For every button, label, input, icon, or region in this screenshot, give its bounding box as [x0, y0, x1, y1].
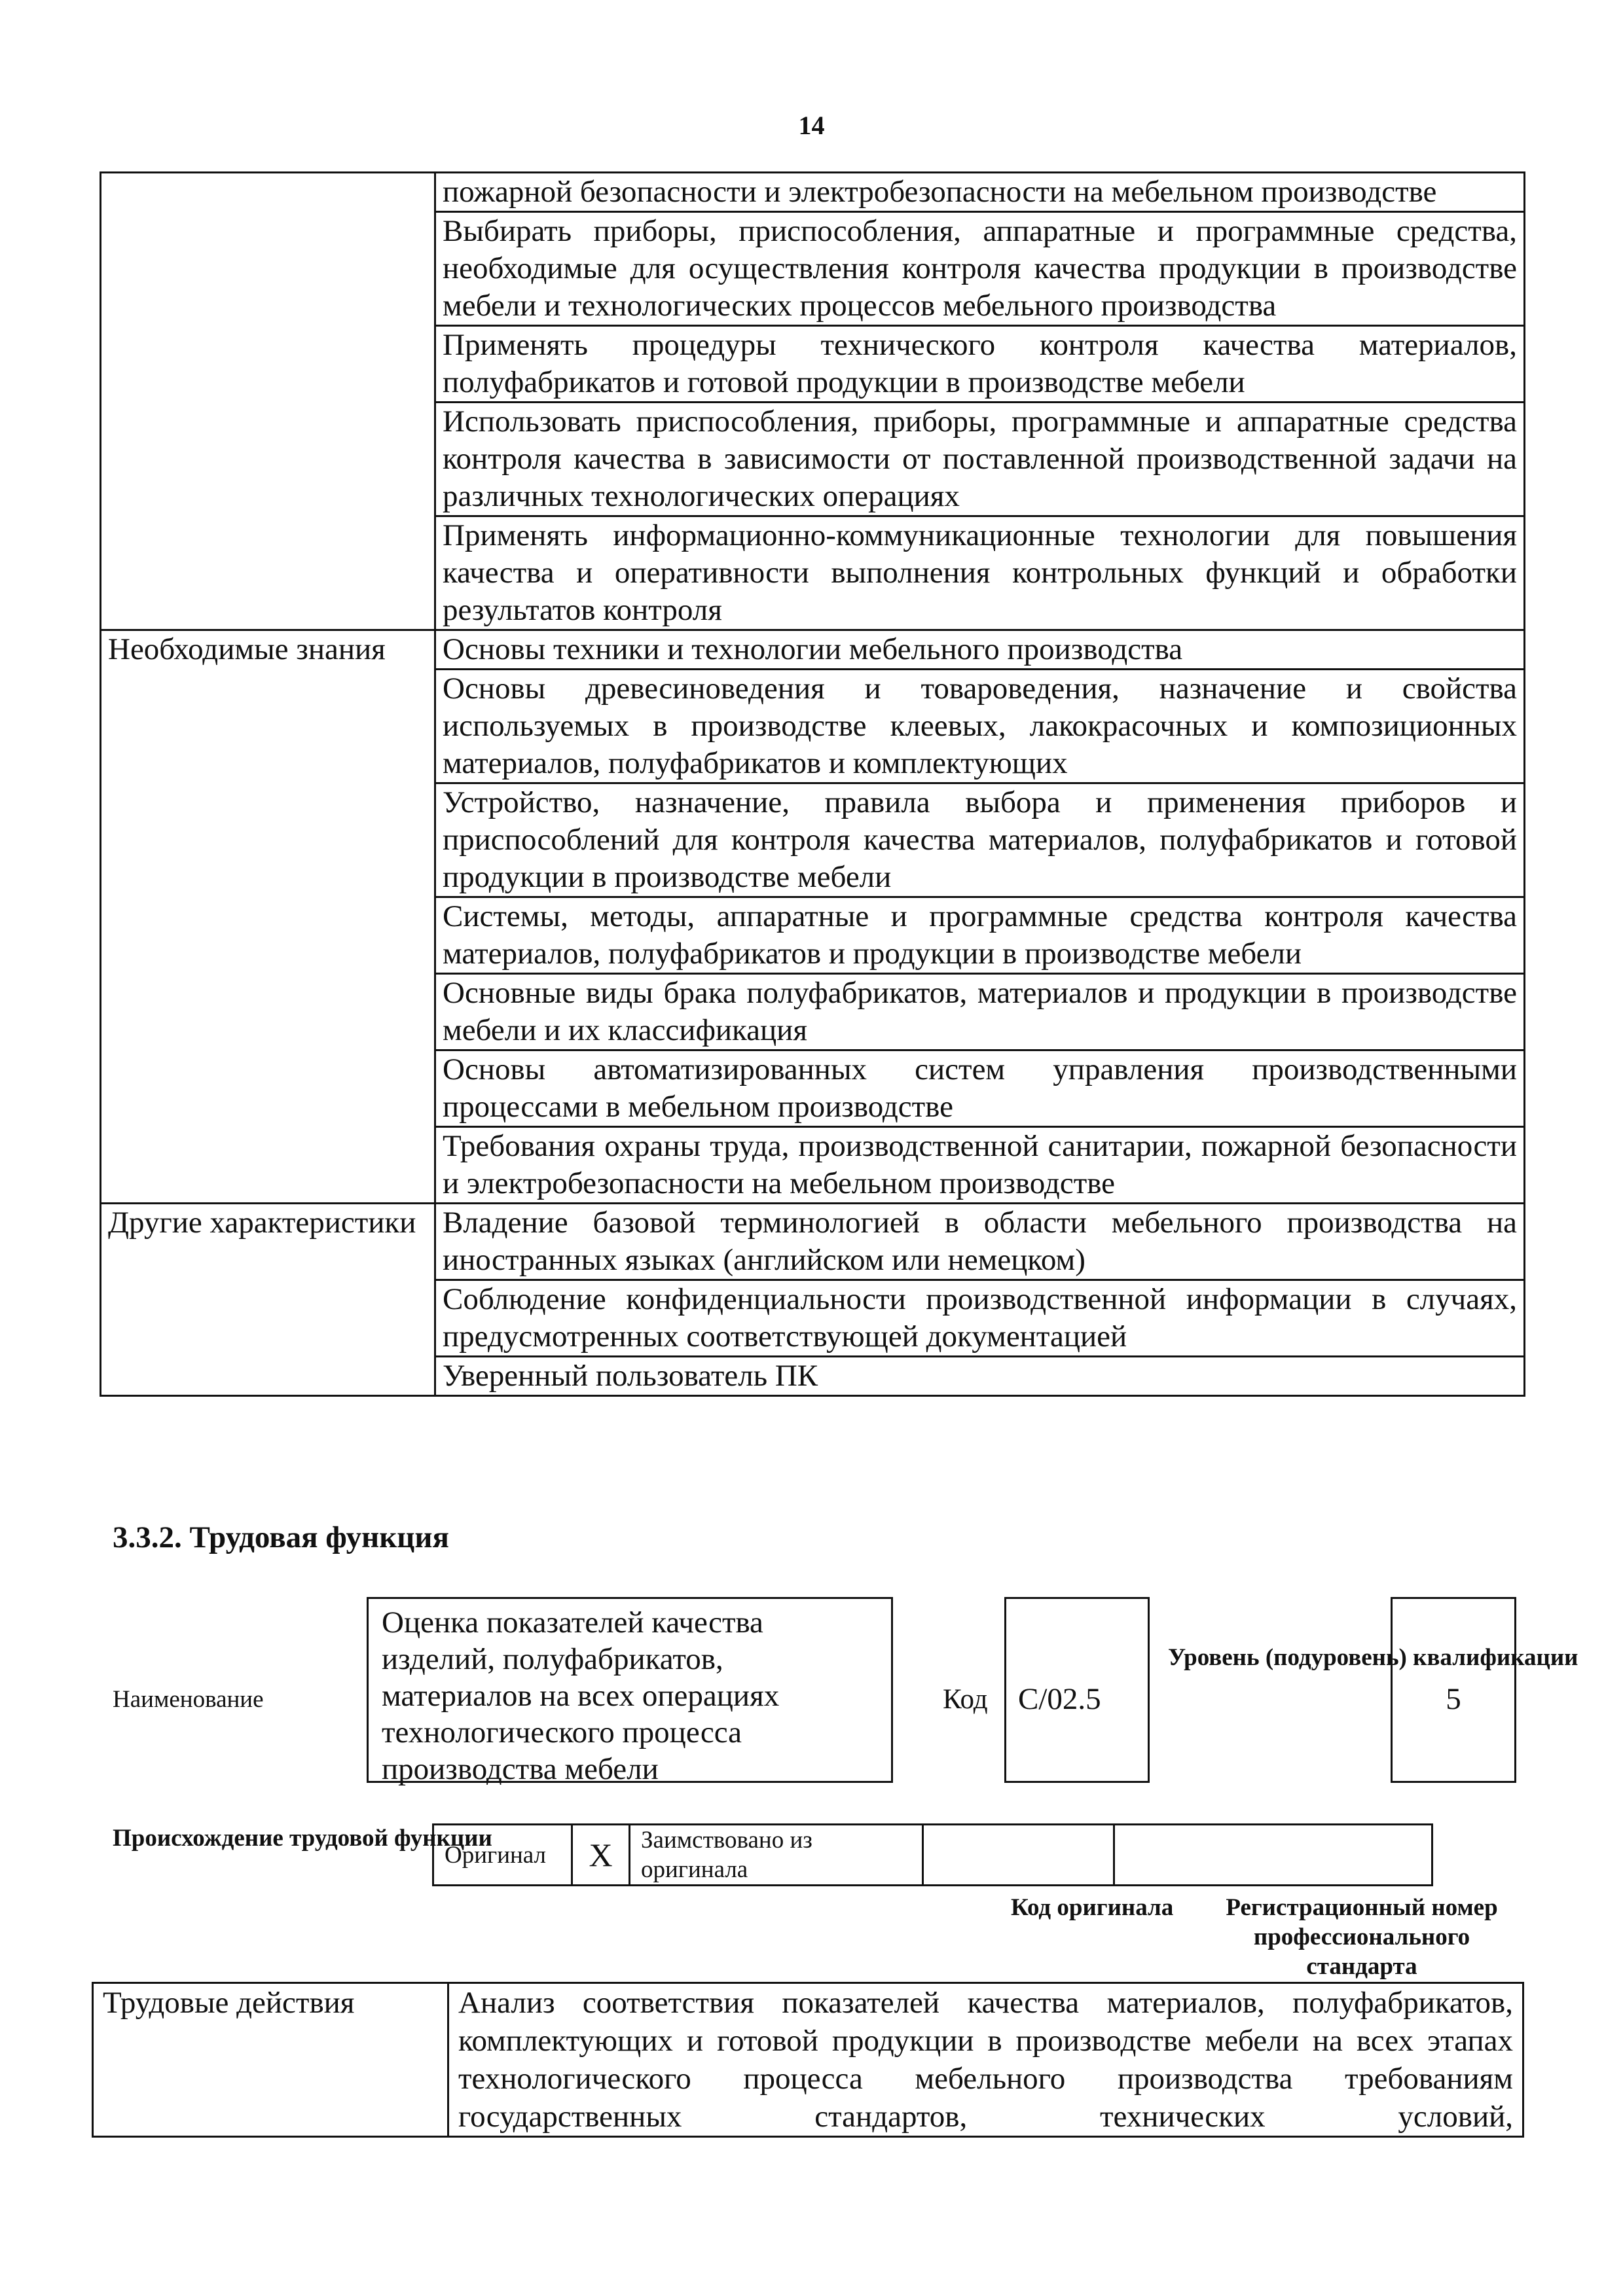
code-original-cell: [923, 1825, 1114, 1886]
origin-table: [432, 1823, 1433, 1886]
table-row: [433, 1825, 1432, 1886]
qualification-level-label: Уровень (подуровень) квалификации: [1168, 1644, 1578, 1671]
knowledge-item: Основы техники и технологии мебельного производства: [435, 630, 1525, 670]
table-row: [101, 1204, 1525, 1280]
other-item: Владение базовой терминологией в области мебельного производства на иностранных языках (английском или немецком): [435, 1204, 1525, 1280]
borrowed-cell: Заимствовано из оригинала: [630, 1825, 923, 1886]
knowledge-item: Основы автоматизированных систем управления производственными процессами в мебельном производстве: [435, 1050, 1525, 1127]
labor-actions-table: [92, 1982, 1524, 2138]
other-label: Другие характеристики: [101, 1204, 435, 1396]
name-label: Наименование: [113, 1686, 264, 1713]
skill-item: Применять процедуры технического контроля качества материалов, полуфабрикатов и готовой продукции в производстве мебели: [435, 326, 1525, 403]
table-row: [101, 173, 1525, 212]
labor-action-item: Анализ соответствия показателей качества материалов, полуфабрикатов, комплектующих и готовой продукции в производстве мебели на всех этапах технологического процесса мебельного производства требованиям государственных стандартов, технических условий,: [448, 1983, 1523, 2137]
table-row: [93, 1983, 1523, 2137]
knowledge-item: Системы, методы, аппаратные и программные средства контроля качества материалов, полуфабрикатов и продукции в производстве мебели: [435, 897, 1525, 974]
other-item: Уверенный пользователь ПК: [435, 1357, 1525, 1396]
origin-label: Происхождение трудовой функции: [113, 1825, 492, 1852]
qualification-level-box: 5: [1391, 1597, 1516, 1783]
original-mark: X: [572, 1825, 630, 1886]
reg-number-cell: [1114, 1825, 1432, 1886]
skill-item: Выбирать приборы, приспособления, аппаратные и программные средства, необходимые для осуществления контроля качества продукции в производстве мебели и технологических процессов мебельного производства: [435, 212, 1525, 326]
page-number: 14: [798, 111, 825, 140]
skill-item: Применять информационно-коммуникационные технологии для повышения качества и оперативности выполнения контрольных функций и обработки результатов контроля: [435, 516, 1525, 630]
function-code-box: C/02.5: [1004, 1597, 1150, 1783]
knowledge-item: Устройство, назначение, правила выбора и применения приборов и приспособлений для контроля качества материалов, полуфабрикатов и готовой продукции в производстве мебели: [435, 783, 1525, 897]
original-cell: Оригинал: [433, 1825, 572, 1886]
code-label: Код: [943, 1684, 988, 1715]
knowledge-item: Основы древесиноведения и товароведения, назначение и свойства используемых в производстве клеевых, лакокрасочных и композиционных материалов, полуфабрикатов и комплектующих: [435, 670, 1525, 783]
code-original-caption: Код оригинала: [1011, 1894, 1174, 1921]
skill-item: пожарной безопасности и электробезопасности на мебельном производстве: [435, 173, 1525, 212]
other-item: Соблюдение конфиденциальности производственной информации в случаях, предусмотренных соответствующей документацией: [435, 1280, 1525, 1357]
section-title: 3.3.2. Трудовая функция: [113, 1520, 449, 1554]
knowledge-item: Требования охраны труда, производственной санитарии, пожарной безопасности и электробезопасности на мебельном производстве: [435, 1127, 1525, 1204]
function-name-box: Оценка показателей качества изделий, полуфабрикатов, материалов на всех операциях технологического процесса производства мебели: [367, 1597, 893, 1783]
skills-label-cell: [101, 173, 435, 630]
knowledge-item: Основные виды брака полуфабрикатов, материалов и продукции в производстве мебели и их классификация: [435, 974, 1525, 1050]
reg-number-caption: Регистрационный номер профессионального стандарта: [1226, 1894, 1498, 1980]
knowledge-label: Необходимые знания: [101, 630, 435, 1204]
skills-knowledge-table: [100, 171, 1525, 1397]
labor-actions-label: Трудовые действия: [93, 1983, 448, 2137]
table-row: [101, 630, 1525, 670]
skill-item: Использовать приспособления, приборы, программные и аппаратные средства контроля качества в зависимости от поставленной производственной задачи на различных технологических операциях: [435, 403, 1525, 516]
